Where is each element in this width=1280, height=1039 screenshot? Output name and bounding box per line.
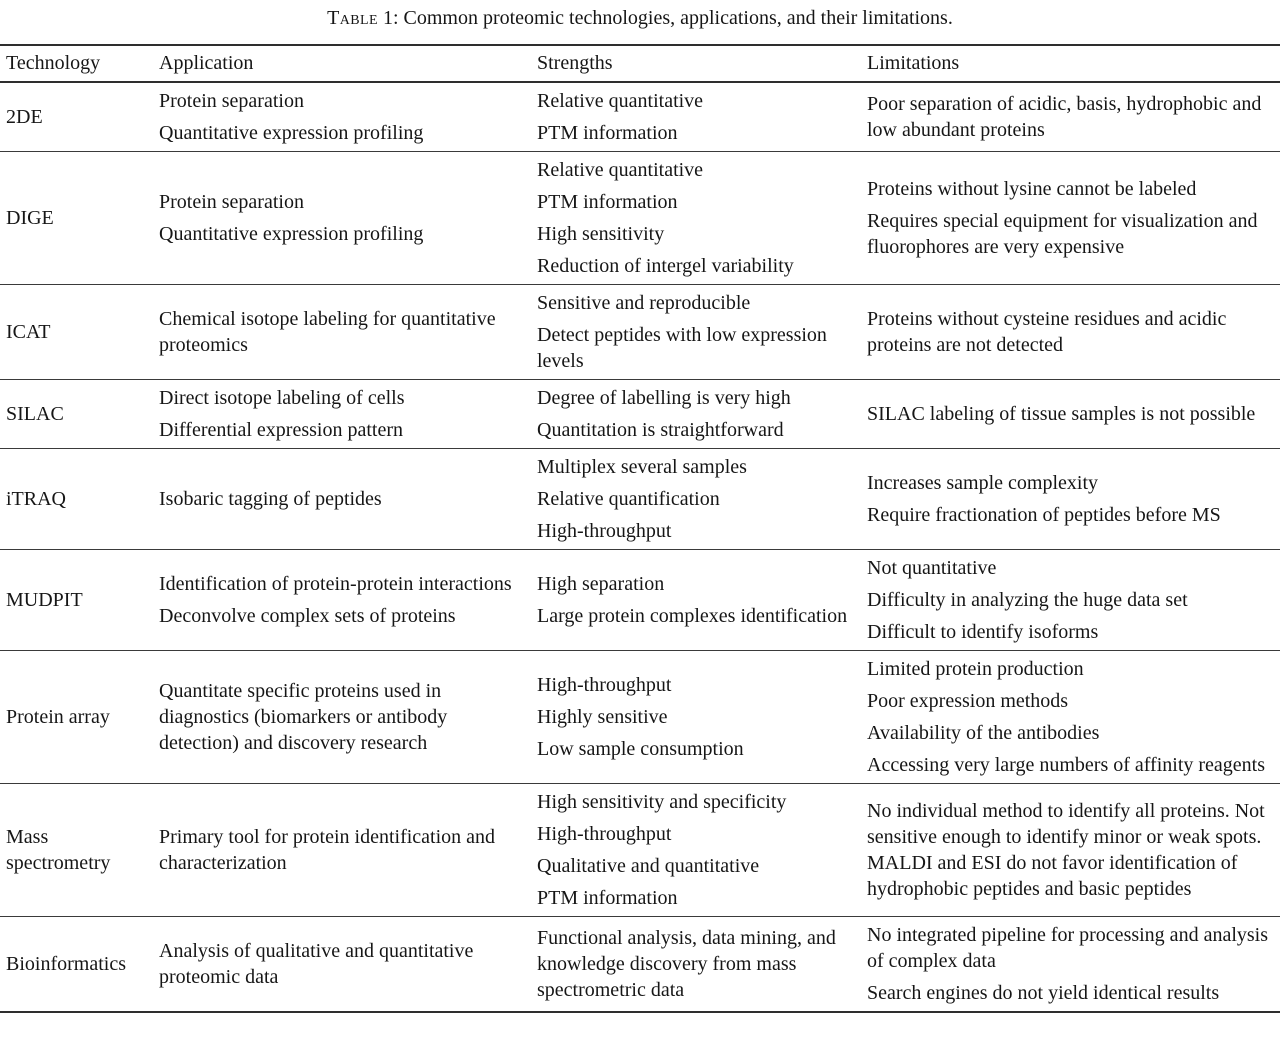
cell-line: Deconvolve complex sets of proteins [159,605,456,627]
technology-cell [0,380,155,449]
cell-line: High separation [537,573,665,595]
column-header-technology: Technology [0,45,155,82]
application-cell [155,449,533,550]
cell-line: Protein array [6,706,110,728]
header-row [0,45,1280,82]
table-caption-label: Table [327,7,378,29]
cell-line: Functional analysis, data mining, and knowledge discovery from mass spectrometric data [537,927,836,1001]
cell-line: Reduction of intergel variability [537,255,794,277]
cell-line: Proteins without lysine cannot be labeled [867,178,1197,200]
cell-line: Protein separation [159,191,304,213]
strengths-cell [533,449,863,550]
cell-line: Isobaric tagging of peptides [159,488,382,510]
limitations-cell [863,380,1280,449]
cell-line: No individual method to identify all proteins. Not sensitive enough to identify minor or weak spots. MALDI and ESI do not favor identification of hydrophobic peptides and basic peptides [867,800,1265,900]
cell-line: SILAC [6,403,64,425]
table-row [0,784,1280,917]
limitations-cell [863,550,1280,651]
column-header-application: Application [155,45,533,82]
table-row [0,285,1280,380]
technology-cell [0,550,155,651]
application-cell [155,82,533,152]
limitations-cell [863,651,1280,784]
cell-line: High sensitivity and specificity [537,791,787,813]
technology-cell [0,449,155,550]
cell-line: Relative quantitative [537,90,704,112]
cell-line: PTM information [537,122,678,144]
cell-line: Relative quantification [537,488,720,510]
cell-line: Availability of the antibodies [867,722,1100,744]
limitations-cell [863,82,1280,152]
cell-line: Difficult to identify isoforms [867,621,1099,643]
strengths-cell [533,152,863,285]
cell-line: Require fractionation of peptides before MS [867,504,1221,526]
strengths-cell [533,380,863,449]
table-row [0,380,1280,449]
cell-line: High-throughput [537,674,672,696]
cell-line: Relative quantitative [537,159,704,181]
cell-line: High sensitivity [537,223,665,245]
table-body [0,82,1280,1012]
strengths-cell [533,82,863,152]
strengths-cell [533,550,863,651]
cell-line: Differential expression pattern [159,419,403,441]
cell-line: Accessing very large numbers of affinity reagents [867,754,1266,776]
cell-line: Protein separation [159,90,304,112]
cell-line: Direct isotope labeling of cells [159,387,405,409]
technology-cell [0,152,155,285]
cell-line: 2DE [6,106,43,128]
cell-line: Detect peptides with low expression levels [537,324,827,372]
technology-cell [0,285,155,380]
cell-line: Quantitative expression profiling [159,223,424,245]
table-row [0,449,1280,550]
cell-line: Sensitive and reproducible [537,292,751,314]
cell-line: High-throughput [537,823,672,845]
cell-line: Chemical isotope labeling for quantitative proteomics [159,308,496,356]
cell-line: Low sample consumption [537,738,744,760]
technology-cell [0,651,155,784]
cell-line: Quantitate specific proteins used in diagnostics (biomarkers or antibody detection) and discovery research [159,680,448,754]
cell-line: Multiplex several samples [537,456,747,478]
cell-line: Poor expression methods [867,690,1069,712]
cell-line: No integrated pipeline for processing and analysis of complex data [867,924,1268,972]
table-row [0,917,1280,1013]
application-cell [155,550,533,651]
cell-line: Poor separation of acidic, basis, hydrophobic and low abundant proteins [867,93,1262,141]
cell-line: DIGE [6,207,54,229]
application-cell [155,152,533,285]
cell-line: Quantitative expression profiling [159,122,424,144]
cell-line: PTM information [537,191,678,213]
table-row [0,651,1280,784]
application-cell [155,651,533,784]
limitations-cell [863,152,1280,285]
column-header-limitations: Limitations [863,45,1280,82]
table-caption-text: 1: Common proteomic technologies, applications, and their limitations. [382,7,953,29]
cell-line: SILAC labeling of tissue samples is not possible [867,403,1256,425]
table-caption [0,5,1280,31]
strengths-cell [533,917,863,1013]
cell-line: Qualitative and quantitative [537,855,760,877]
strengths-cell [533,651,863,784]
limitations-cell [863,285,1280,380]
table-row [0,82,1280,152]
cell-line: Quantitation is straightforward [537,419,784,441]
cell-line: Proteins without cysteine residues and acidic proteins are not detected [867,308,1227,356]
technology-cell [0,82,155,152]
table-header [0,45,1280,82]
cell-line: MUDPIT [6,589,83,611]
application-cell [155,285,533,380]
cell-line: ICAT [6,321,51,343]
limitations-cell [863,784,1280,917]
cell-line: Not quantitative [867,557,997,579]
technology-cell [0,917,155,1013]
cell-line: Mass spectrometry [6,826,111,874]
table-row [0,152,1280,285]
column-header-strengths: Strengths [533,45,863,82]
cell-line: Requires special equipment for visualization and fluorophores are very expensive [867,210,1258,258]
strengths-cell [533,285,863,380]
strengths-cell [533,784,863,917]
cell-line: Degree of labelling is very high [537,387,791,409]
cell-line: Identification of protein-protein interactions [159,573,512,595]
limitations-cell [863,449,1280,550]
technology-cell [0,784,155,917]
proteomics-table [0,44,1280,1013]
cell-line: Limited protein production [867,658,1084,680]
application-cell [155,380,533,449]
cell-line: Primary tool for protein identification and characterization [159,826,496,874]
cell-line: Highly sensitive [537,706,668,728]
table-row [0,550,1280,651]
cell-line: Large protein complexes identification [537,605,848,627]
cell-line: Bioinformatics [6,953,126,975]
application-cell [155,917,533,1013]
cell-line: iTRAQ [6,488,66,510]
cell-line: Analysis of qualitative and quantitative proteomic data [159,940,474,988]
cell-line: High-throughput [537,520,672,542]
limitations-cell [863,917,1280,1013]
cell-line: Search engines do not yield identical results [867,982,1220,1004]
cell-line: PTM information [537,887,678,909]
cell-line: Difficulty in analyzing the huge data set [867,589,1188,611]
application-cell [155,784,533,917]
cell-line: Increases sample complexity [867,472,1099,494]
